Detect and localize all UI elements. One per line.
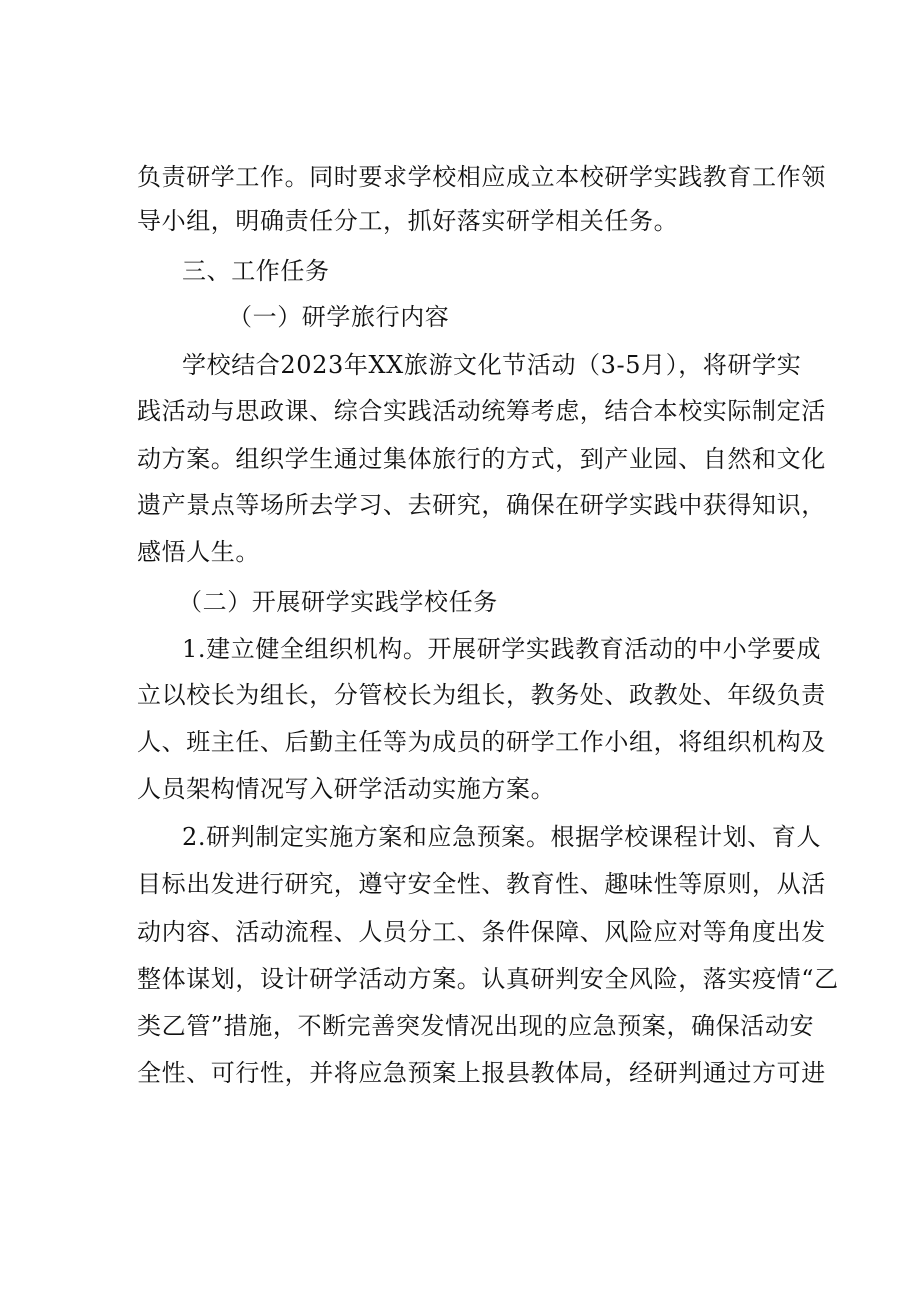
paragraph-line: 学校结合2023年XX旅游文化节活动（3-5月），将研学实 [182,351,802,379]
subsection-heading: （一）研学旅行内容 [228,303,450,331]
paragraph-line: 动方案。组织学生通过集体旅行的方式，到产业园、自然和文化 [137,445,826,473]
paragraph-line: 类乙管”措施，不断完善突发情况出现的应急预案，确保活动安 [137,1012,815,1040]
paragraph-line: 负责研学工作。同时要求学校相应成立本校研学实践教育工作领 [137,163,826,191]
paragraph-line: 全性、可行性，并将应急预案上报县教体局，经研判通过方可进 [137,1059,826,1087]
paragraph-line: 遗产景点等场所去学习、去研究，确保在研学实践中获得知识， [137,491,826,519]
paragraph-line: 感悟人生。 [137,538,260,566]
paragraph-line: 1.建立健全组织机构。开展研学实践教育活动的中小学要成 [182,635,822,663]
paragraph-line: 人员架构情况写入研学活动实施方案。 [137,775,556,803]
paragraph-line: 动内容、活动流程、人员分工、条件保障、风险应对等角度出发 [137,918,826,946]
paragraph-line: 践活动与思政课、综合实践活动统筹考虑，结合本校实际制定活 [137,397,826,425]
paragraph-line: 人、班主任、后勤主任等为成员的研学工作小组，将组织机构及 [137,728,826,756]
paragraph-line: 目标出发进行研究，遵守安全性、教育性、趣味性等原则，从活 [137,870,826,898]
section-heading: 三、工作任务 [182,257,330,285]
paragraph-line: 整体谋划，设计研学活动方案。认真研判安全风险，落实疫情“乙 [137,965,839,993]
paragraph-line: 导小组，明确责任分工，抓好落实研学相关任务。 [137,207,679,235]
subsection-heading: （二）开展研学实践学校任务 [178,588,498,616]
paragraph-line: 2.研判制定实施方案和应急预案。根据学校课程计划、育人 [182,823,822,851]
paragraph-line: 立以校长为组长，分管校长为组长，教务处、政教处、年级负责 [137,681,826,709]
